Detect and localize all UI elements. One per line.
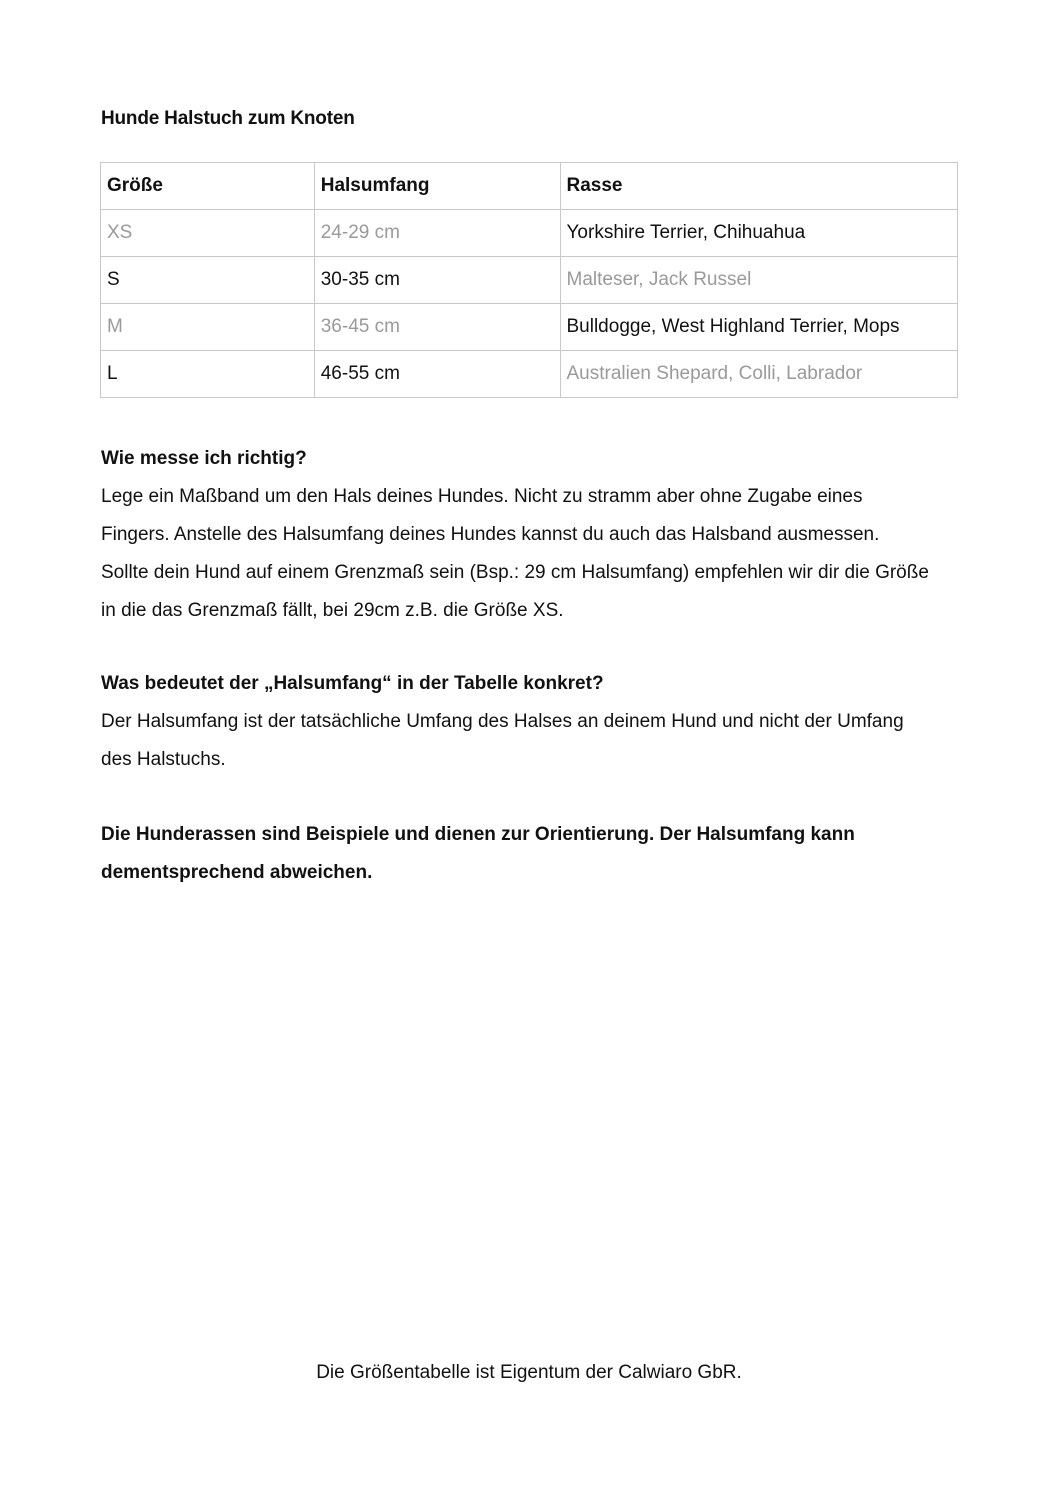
cell-breed: Bulldogge, West Highland Terrier, Mops: [560, 304, 958, 351]
cell-neck: 36-45 cm: [314, 304, 560, 351]
measure-heading: Wie messe ich richtig?: [101, 448, 307, 469]
measure-section: [101, 440, 961, 630]
cell-neck: 24-29 cm: [314, 210, 560, 257]
table-row: [101, 257, 958, 304]
cell-size: XS: [101, 210, 315, 257]
column-header-breed: Rasse: [560, 163, 958, 210]
cell-breed: Australien Shepard, Colli, Labrador: [560, 351, 958, 398]
footer-copyright: Die Größentabelle ist Eigentum der Calwiaro GbR.: [316, 1362, 742, 1383]
measure-line-2: Fingers. Anstelle des Halsumfang deines Hundes kannst du auch das Halsband ausmessen.: [101, 524, 880, 545]
breed-note-line-1: Die Hunderassen sind Beispiele und dienen zur Orientierung. Der Halsumfang kann: [101, 824, 855, 845]
column-header-neck: Halsumfang: [314, 163, 560, 210]
breed-note-line-2: dementsprechend abweichen.: [101, 862, 373, 883]
table-row: [101, 351, 958, 398]
neck-definition-line-2: des Halstuchs.: [101, 749, 226, 770]
cell-size: S: [101, 257, 315, 304]
cell-size: M: [101, 304, 315, 351]
measure-line-1: Lege ein Maßband um den Hals deines Hundes. Nicht zu stramm aber ohne Zugabe eines: [101, 486, 863, 507]
size-table: [100, 162, 958, 398]
breed-note: [101, 816, 961, 892]
measure-line-4: in die das Grenzmaß fällt, bei 29cm z.B. die Größe XS.: [101, 600, 564, 621]
cell-neck: 46-55 cm: [314, 351, 560, 398]
measure-line-3: Sollte dein Hund auf einem Grenzmaß sein (Bsp.: 29 cm Halsumfang) empfehlen wir dir die Größe: [101, 562, 929, 583]
neck-definition-section: [101, 665, 961, 779]
neck-definition-line-1: Der Halsumfang ist der tatsächliche Umfang des Halses an deinem Hund und nicht der Umfang: [101, 711, 904, 732]
cell-size: L: [101, 351, 315, 398]
table-row: [101, 210, 958, 257]
cell-neck: 30-35 cm: [314, 257, 560, 304]
table-header-row: [101, 163, 958, 210]
column-header-size: Größe: [101, 163, 315, 210]
cell-breed: Malteser, Jack Russel: [560, 257, 958, 304]
page-title: Hunde Halstuch zum Knoten: [101, 108, 355, 129]
cell-breed: Yorkshire Terrier, Chihuahua: [560, 210, 958, 257]
table-row: [101, 304, 958, 351]
neck-definition-heading: Was bedeutet der „Halsumfang“ in der Tabelle konkret?: [101, 673, 604, 694]
